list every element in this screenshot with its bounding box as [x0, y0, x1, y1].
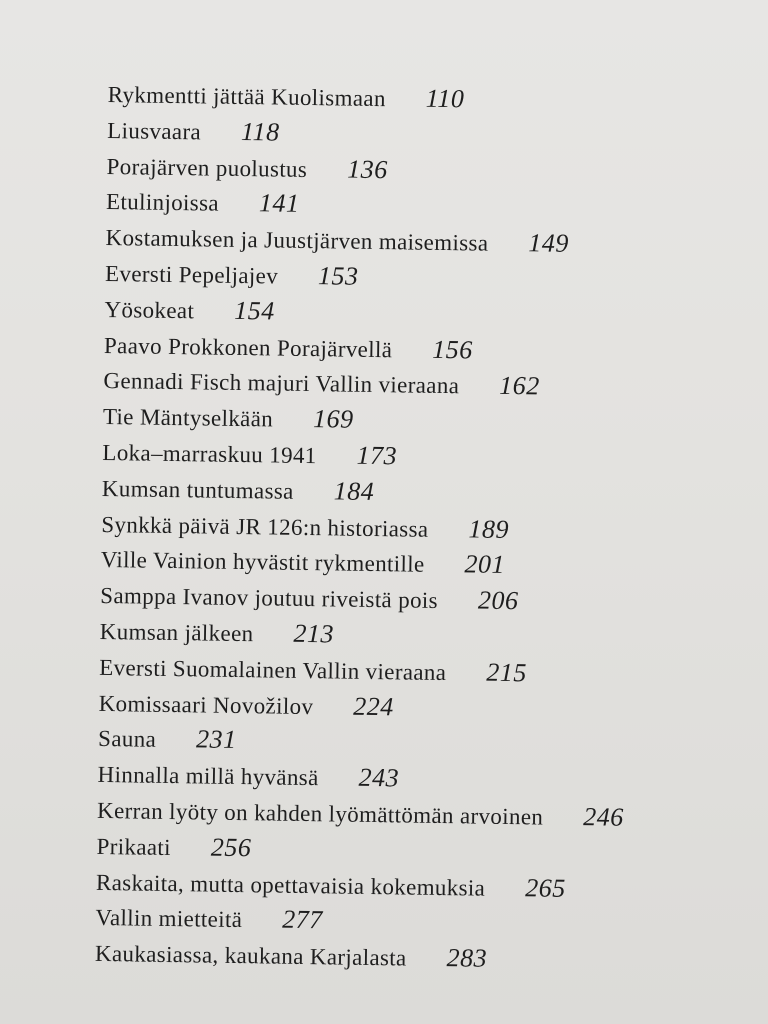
toc-entry-page-number: 243	[358, 762, 400, 793]
toc-entry-page-number: 265	[525, 872, 566, 903]
toc-entry-title: Synkkä päivä JR 126:n historiassa	[101, 511, 429, 542]
toc-entry-page-number: 118	[240, 116, 280, 147]
toc-entry-page-number: 173	[356, 440, 398, 471]
toc-entry-title: Hinnalla millä hyvänsä	[97, 762, 319, 791]
toc-entry-page-number: 184	[333, 476, 375, 506]
toc-entry-page-number: 231	[195, 724, 237, 755]
toc-entry-title: Prikaati	[96, 833, 172, 860]
table-of-contents	[95, 76, 758, 980]
toc-entry-title: Gennadi Fisch majuri Vallin vieraana	[103, 368, 460, 399]
toc-entry-title: Kumsan jälkeen	[99, 618, 254, 647]
toc-entry-title: Kostamuksen ja Juustjärven maisemissa	[105, 225, 489, 256]
toc-entry-title: Loka–marraskuu 1941	[102, 439, 317, 469]
toc-entry-page-number: 141	[258, 188, 300, 219]
toc-entry-title: Vallin mietteitä	[95, 905, 243, 933]
toc-entry-page-number: 149	[528, 228, 570, 259]
toc-entry-title: Sauna	[97, 726, 157, 753]
toc-entry-title: Komissaari Novožilov	[98, 690, 314, 719]
toc-entry-page-number: 136	[346, 154, 388, 184]
toc-entry-title: Raskaita, mutta opettavaisia kokemuksia	[95, 869, 486, 901]
toc-entry-page-number: 206	[477, 585, 519, 616]
toc-entry-title: Ville Vainion hyvästit rykmentille	[100, 547, 425, 578]
toc-entry-page-number: 169	[312, 404, 354, 434]
toc-entry-page-number: 201	[464, 549, 506, 580]
toc-entry-title: Yösokeat	[104, 296, 195, 324]
toc-entry-title: Kerran lyöty on kahden lyömättömän arvoinen	[96, 797, 544, 830]
toc-entry-page-number: 277	[282, 905, 323, 935]
toc-entry-title: Porajärven puolustus	[106, 153, 308, 182]
toc-entry-title: Tie Mäntyselkään	[102, 404, 274, 432]
toc-entry-page-number: 224	[353, 691, 395, 721]
toc-entry-page-number: 110	[425, 83, 465, 114]
toc-entry-title: Kaukasiassa, kaukana Karjalasta	[94, 941, 407, 971]
toc-entry-page-number: 189	[468, 513, 510, 544]
toc-entry-title: Eversti Pepeljajev	[104, 260, 279, 289]
toc-entry-page-number: 215	[486, 657, 528, 688]
toc-entry-title: Rykmentti jättää Kuolismaan	[107, 81, 386, 112]
toc-entry-page-number: 283	[446, 943, 488, 973]
toc-entry-page-number: 246	[583, 802, 624, 832]
toc-entry-page-number: 256	[210, 832, 252, 862]
toc-entry-page-number: 156	[432, 334, 473, 365]
toc-entry-title: Samppa Ivanov joutuu riveistä pois	[100, 583, 439, 614]
toc-entry-title: Kumsan tuntumassa	[101, 475, 294, 504]
toc-entry-page-number: 213	[293, 618, 335, 649]
toc-entry-title: Eversti Suomalainen Vallin vieraana	[99, 654, 447, 685]
toc-entry-page-number: 154	[233, 295, 275, 326]
toc-entry-title: Etulinjoissa	[105, 189, 220, 217]
toc-entry-title: Paavo Prokkonen Porajärvellä	[103, 332, 393, 362]
toc-entry-page-number: 153	[317, 261, 359, 291]
toc-entry-page-number: 162	[499, 371, 540, 401]
toc-entry-title: Liusvaara	[107, 117, 202, 145]
